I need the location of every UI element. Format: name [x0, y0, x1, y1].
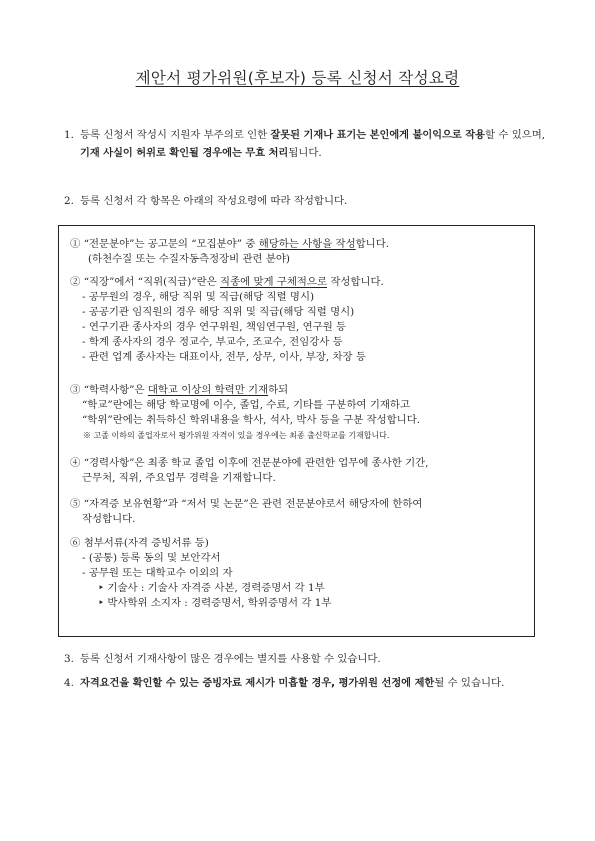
- guideline-item-3-line-3: “학위”란에는 취득하신 학위내용을 학사, 석사, 박사 등을 구분 작성합니다.: [82, 414, 421, 426]
- intro-text-1-bold-a: 잘못된 기재나 표기는 본인에게 불이익으로 작용: [270, 130, 486, 141]
- intro-text-1-part-b: 할 수 있으며,: [485, 129, 546, 141]
- outro-text-4: [80, 675, 554, 693]
- guideline-item-2-bullet: - 학계 종사자의 경우 정교수, 부교수, 조교수, 전임강사 등: [82, 336, 343, 348]
- guideline-item-2: [70, 275, 530, 365]
- guideline-item-2-text-a: ② “직장”에서 “직위(직급)”란은: [70, 276, 221, 288]
- guideline-item-2-bullet: - 공무원의 경우, 해당 직위 및 직급(해당 직렬 명시): [82, 291, 315, 303]
- guideline-item-2-underlined: 직종에 맞게 구체적으로: [220, 276, 328, 288]
- guideline-item-6-sub-1: ‣ 기술사 : 기술사 자격증 사본, 경력증명서 각 1부: [98, 582, 325, 594]
- outro-number-4: 4.: [64, 677, 74, 689]
- guideline-item-3-note: ※ 고졸 이하의 졸업자로서 평가위원 자격이 있을 경우에는 최종 출신학교를 기재합니다.: [83, 431, 390, 440]
- guideline-item-5: [70, 497, 530, 527]
- intro-text-1-part-c: 됩니다.: [288, 146, 322, 159]
- outro-paragraph-4: [64, 675, 554, 693]
- guideline-item-6-line-2: - (공통) 등록 동의 및 보안각서: [82, 552, 221, 564]
- outro-number-3: 3.: [64, 653, 74, 665]
- guideline-item-3-line-1: [70, 383, 530, 398]
- guideline-item-2-text-b: 작성합니다.: [327, 276, 384, 288]
- guideline-item-4-line-2: 근무처, 직위, 주요업무 경력을 기재합니다.: [82, 472, 276, 484]
- guideline-item-3-text-b: 하되: [268, 384, 289, 396]
- intro-text-2: 등록 신청서 각 항목은 아래의 작성요령에 따라 작성합니다.: [80, 195, 348, 207]
- guideline-item-2-bullet: - 관련 업계 종사자는 대표이사, 전무, 상무, 이사, 부장, 차장 등: [82, 351, 366, 363]
- intro-paragraph-2: [64, 193, 554, 210]
- guideline-item-2-bullet: - 공공기관 임직원의 경우 해당 직위 및 직급(해당 직렬 명시): [82, 306, 355, 318]
- intro-text-1: [80, 127, 554, 162]
- guideline-item-1-line-2: (하천수질 또는 수질자동측정장비 관련 분야): [88, 253, 290, 265]
- page-title-text: 제안서 평가위원(후보자) 등록 신청서 작성요령: [135, 69, 460, 87]
- guideline-item-3-underlined: 대학교 이상의 학력만 기재: [147, 384, 269, 396]
- outro-text-4-bold: 자격요건을 확인할 수 있는 증빙자료 제시가 미흡할 경우, 평가위원 선정에 제한: [80, 678, 435, 689]
- guideline-item-3-text-a: ③ “학력사항”은: [70, 384, 148, 396]
- guideline-item-6-sub-2: ‣ 박사학위 소지자 : 경력증명서, 학위증명서 각 1부: [98, 597, 332, 609]
- guideline-item-2-bullet: - 연구기관 종사자의 경우 연구위원, 책임연구원, 연구원 등: [82, 321, 347, 333]
- outro-paragraph-3: [64, 651, 554, 668]
- guideline-item-6-line-3: - 공무원 또는 대학교수 이외의 자: [82, 567, 233, 579]
- guideline-item-1-line-1: [70, 237, 530, 252]
- outro-text-3: 등록 신청서 기재사항이 많은 경우에는 별지를 사용할 수 있습니다.: [80, 653, 381, 665]
- guideline-item-4-line-1: ④ “경력사항”은 최종 학교 졸업 이후에 전문분야에 관련한 업무에 종사한 기간,: [70, 457, 429, 469]
- guideline-item-1-text-b: 합니다.: [355, 238, 390, 250]
- guideline-item-4: [70, 456, 530, 486]
- guideline-item-5-line-2: 작성합니다.: [82, 513, 136, 525]
- guideline-item-3-line-2: “학교”란에는 해당 학교명에 이수, 졸업, 수료, 기타를 구분하여 기재하고: [82, 399, 410, 411]
- page-title: [0, 66, 595, 88]
- intro-paragraph-1: [64, 127, 554, 162]
- guideline-item-1: [70, 237, 530, 267]
- intro-number-2: 2.: [64, 195, 74, 207]
- intro-text-1-bold-b: 기재 사실이 허위로 확인될 경우에는 무효 처리: [80, 147, 289, 159]
- guideline-item-3: [70, 383, 530, 443]
- outro-text-4-part: 될 수 있습니다.: [434, 677, 505, 689]
- intro-text-1-part-a: 등록 신청서 작성시 지원자 부주의로 인한: [80, 129, 271, 141]
- guideline-item-1-underlined: 해당하는 사항을 작성: [258, 238, 356, 250]
- guideline-item-5-line-1: ⑤ “자격증 보유현황”과 “저서 및 논문”은 관련 전문분야로서 해당자에 한하여: [70, 498, 423, 510]
- guideline-item-1-text-a: ① “전문분야”는 공고문의 “모집분야” 중: [70, 238, 259, 250]
- guideline-item-6: [70, 536, 530, 611]
- intro-number-1: 1.: [64, 129, 74, 141]
- guideline-item-6-line-1: ⑥ 첨부서류(자격 증빙서류 등): [70, 537, 209, 549]
- guideline-item-2-line-1: [70, 275, 530, 290]
